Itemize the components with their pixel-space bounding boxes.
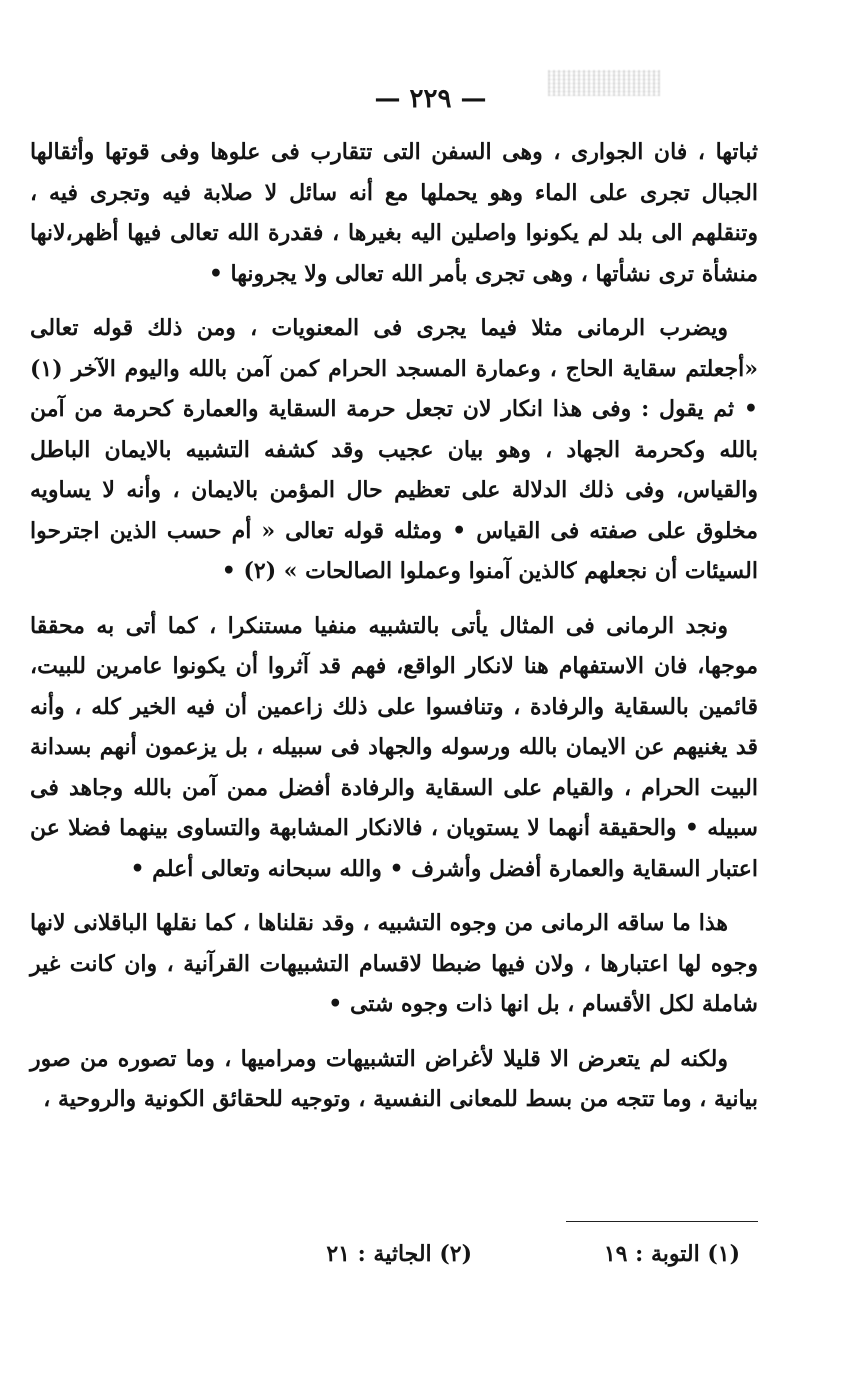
footnote: (١) التوبة : ١٩ [603,1241,740,1267]
paragraph: هذا ما ساقه الرمانى من وجوه التشبيه ، وقد نقلناها ، كما نقلها الباقلانى لانها وجوه لها اعتبارها ، ولان فيها ضبطا لاقسام التشبيهات القرآنية ، وان كانت غير شاملة لكل الأقسام ، بل انها ذات وجوه شتى • [30,910,758,1017]
footnote-divider [566,1221,758,1222]
paragraph: ويضرب الرمانى مثلا فيما يجرى فى المعنويات ، ومن ذلك قوله تعالى «أجعلتم سقاية الحاج ، وعمارة المسجد الحرام كمن آمن بالله واليوم الآخر (١) • ثم يقول : وفى هذا انكار لان تجعل حرمة السقاية والعمارة كحرمة من آمن بالله وكحرمة الجهاد ، وهو بيان عجيب وقد كشفه التشبيه بالايمان الباطل والقياس، وفى ذلك الدلالة على تعظيم حال المؤمن بالايمان ، وأنه لا يساويه مخلوق على صفته فى القياس • ومثله قوله تعالى « أم حسب الذين اجترحوا السيئات أن نجعلهم كالذين آمنوا وعملوا الصالحات » (٢) • [30,315,758,584]
footnotes [280,1236,740,1272]
body-text [30,132,758,1134]
paragraph: ولكنه لم يتعرض الا قليلا لأغراض التشبيهات ومراميها ، وما تصوره من صور بيانية ، وما تتجه من بسط للمعانى النفسية ، وتوجيه للحقائق الكونية والروحية ، [30,1045,758,1112]
page-number: — ٢٢٩ — [374,84,487,114]
footnote: (٢) الجاثية : ٢١ [326,1241,472,1267]
paragraph: ثباتها ، فان الجوارى ، وهى السفن التى تتقارب فى علوها وفى قوتها وأثقالها الجبال تجرى على الماء وهو يحملها مع أنه سائل لا صلابة فيه وتجرى فيه ، وتنقلهم الى بلد لم يكونوا واصلين اليه بغيرها ، فقدرة الله تعالى فيها أظهر،لانها منشأة ترى نشأتها ، وهى تجرى بأمر الله تعالى ولا يجرونها • [30,139,758,287]
paragraph: ونجد الرمانى فى المثال يأتى بالتشبيه منفيا مستنكرا ، كما أتى به محققا موجها، فان الاستفهام هنا لانكار الواقع، فهم قد آثروا أن يكونوا عامرين للبيت، قائمين بالسقاية والرفادة ، وتنافسوا على ذلك زاعمين أن فيه الخير كله ، وأنه قد يغنيهم عن الايمان بالله ورسوله والجهاد فى سبيله ، بل يزعمون أنهم بسدانة البيت الحرام ، والقيام على السقاية والرفادة أفضل ممن آمن بالله وجاهد فى سبيله • والحقيقة أنهما لا يستويان ، فالانكار المشابهة والتساوى بينهما فضلا عن اعتبار السقاية والعمارة أفضل وأشرف • والله سبحانه وتعالى أعلم • [30,612,758,882]
